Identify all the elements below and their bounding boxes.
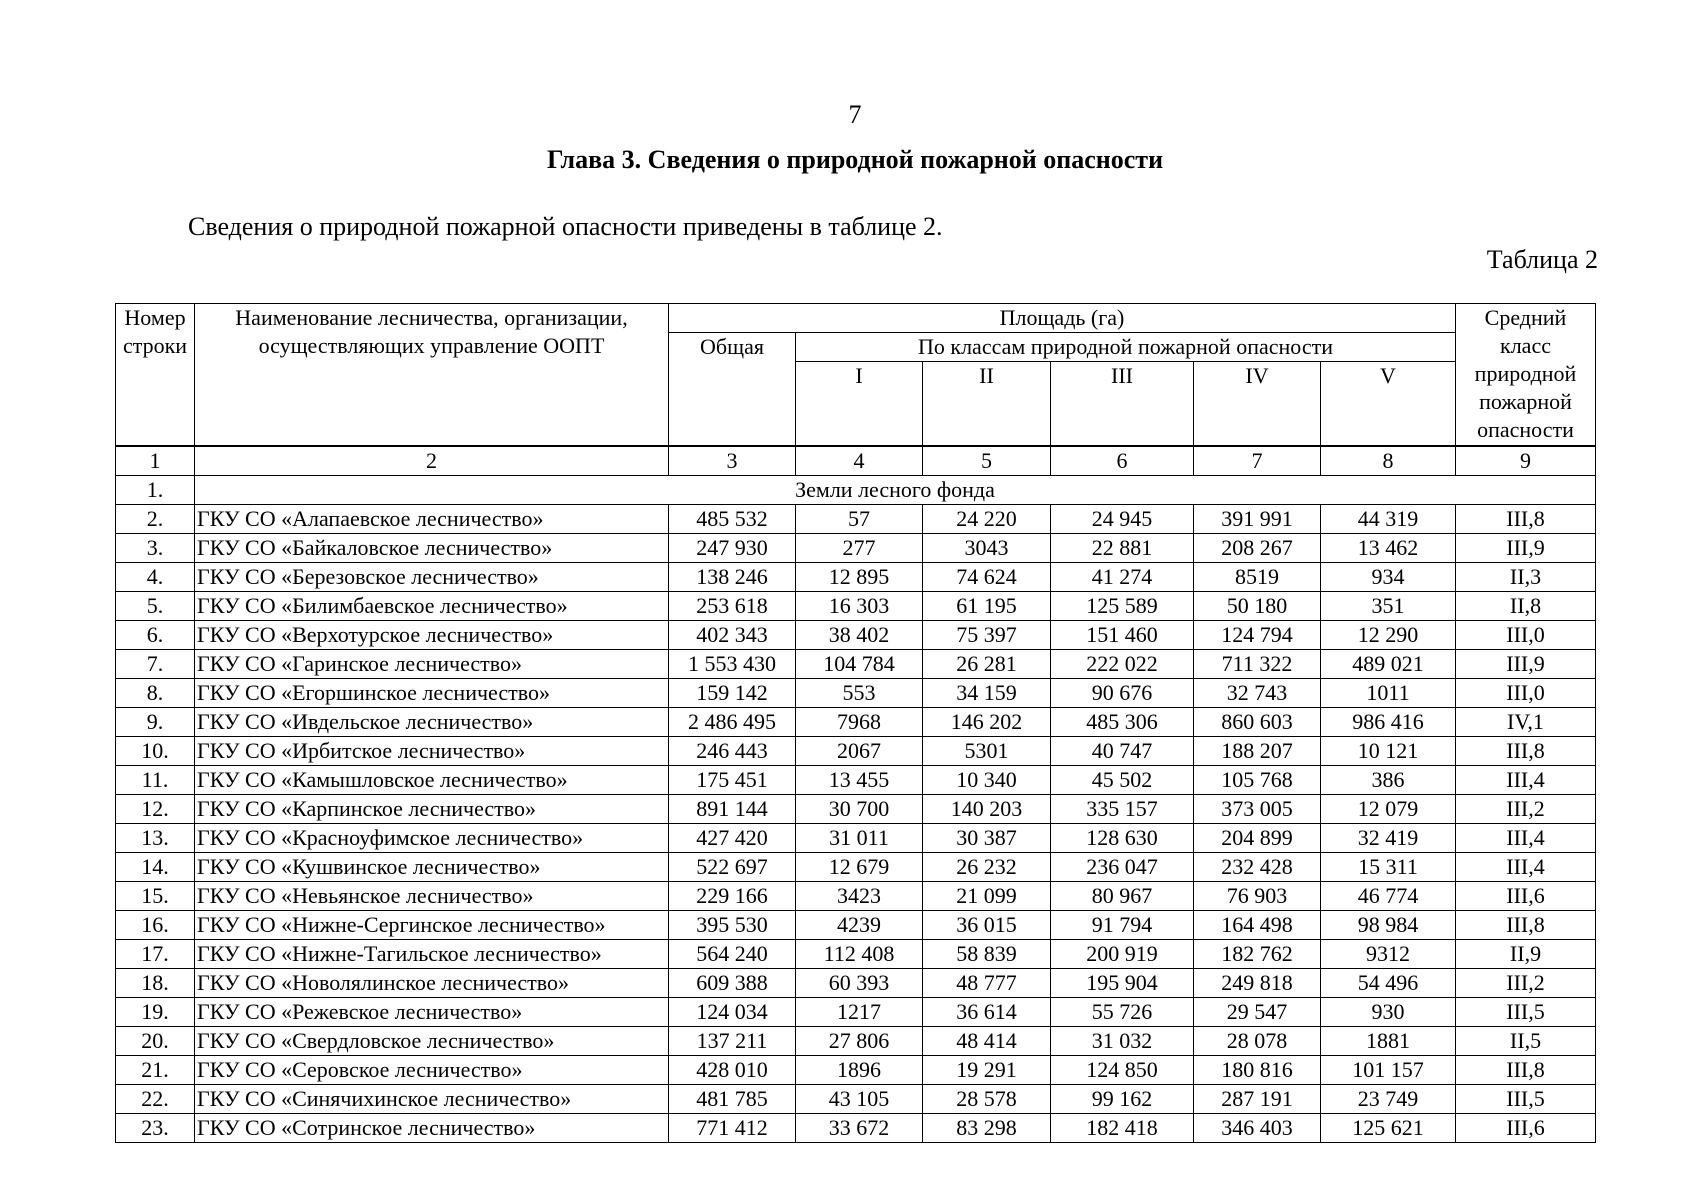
class-2-cell: 146 202 — [923, 707, 1051, 736]
table-row — [116, 968, 1596, 997]
total-area-cell: 891 144 — [669, 794, 796, 823]
class-5-cell: 101 157 — [1321, 1055, 1456, 1084]
class-5-cell: 15 311 — [1321, 852, 1456, 881]
row-number-cell: 15. — [116, 881, 195, 910]
row-number-cell: 6. — [116, 620, 195, 649]
column-number: 3 — [669, 446, 796, 476]
total-area-cell: 395 530 — [669, 910, 796, 939]
class-2-cell: 36 614 — [923, 997, 1051, 1026]
class-4-cell: 188 207 — [1194, 736, 1321, 765]
row-number-cell: 2. — [116, 504, 195, 533]
avg-class-cell: III,8 — [1456, 736, 1596, 765]
avg-class-cell: II,5 — [1456, 1026, 1596, 1055]
class-4-cell: 164 498 — [1194, 910, 1321, 939]
header-row-number — [116, 304, 195, 446]
header-row-number-text: Номер строки — [122, 305, 188, 358]
class-1-cell: 12 895 — [796, 562, 923, 591]
header-class-5: V — [1321, 362, 1456, 446]
class-1-cell: 30 700 — [796, 794, 923, 823]
row-number-cell: 11. — [116, 765, 195, 794]
table-row — [116, 562, 1596, 591]
column-number: 2 — [195, 446, 669, 476]
name-cell: ГКУ СО «Серовское лесничество» — [195, 1055, 669, 1084]
class-3-cell: 335 157 — [1051, 794, 1194, 823]
class-2-cell: 26 232 — [923, 852, 1051, 881]
table-row — [116, 504, 1596, 533]
row-number-cell: 12. — [116, 794, 195, 823]
row-number-cell: 3. — [116, 533, 195, 562]
class-1-cell: 27 806 — [796, 1026, 923, 1055]
total-area-cell: 771 412 — [669, 1113, 796, 1142]
class-1-cell: 43 105 — [796, 1084, 923, 1113]
row-number-cell: 23. — [116, 1113, 195, 1142]
header-class-3: III — [1051, 362, 1194, 446]
class-4-cell: 28 078 — [1194, 1026, 1321, 1055]
header-avg-class-text: Средний класс природной пожарной опасности — [1474, 305, 1577, 442]
name-cell: ГКУ СО «Камышловское лесничество» — [195, 765, 669, 794]
class-3-cell: 128 630 — [1051, 823, 1194, 852]
class-5-cell: 986 416 — [1321, 707, 1456, 736]
avg-class-cell: III,9 — [1456, 649, 1596, 678]
name-cell: ГКУ СО «Березовское лесничество» — [195, 562, 669, 591]
class-2-cell: 36 015 — [923, 910, 1051, 939]
table-row — [116, 1055, 1596, 1084]
class-5-cell: 44 319 — [1321, 504, 1456, 533]
class-2-cell: 48 777 — [923, 968, 1051, 997]
class-1-cell: 553 — [796, 678, 923, 707]
class-2-cell: 5301 — [923, 736, 1051, 765]
class-2-cell: 10 340 — [923, 765, 1051, 794]
class-2-cell: 21 099 — [923, 881, 1051, 910]
class-5-cell: 386 — [1321, 765, 1456, 794]
name-cell: ГКУ СО «Сотринское лесничество» — [195, 1113, 669, 1142]
total-area-cell: 402 343 — [669, 620, 796, 649]
column-number: 5 — [923, 446, 1051, 476]
class-5-cell: 32 419 — [1321, 823, 1456, 852]
class-5-cell: 46 774 — [1321, 881, 1456, 910]
class-4-cell: 180 816 — [1194, 1055, 1321, 1084]
class-2-cell: 74 624 — [923, 562, 1051, 591]
row-number-cell: 14. — [116, 852, 195, 881]
table-row — [116, 765, 1596, 794]
name-cell: ГКУ СО «Кушвинское лесничество» — [195, 852, 669, 881]
class-4-cell: 124 794 — [1194, 620, 1321, 649]
avg-class-cell: IV,1 — [1456, 707, 1596, 736]
class-4-cell: 105 768 — [1194, 765, 1321, 794]
row-number-cell: 20. — [116, 1026, 195, 1055]
row-number-cell: 9. — [116, 707, 195, 736]
class-4-cell: 711 322 — [1194, 649, 1321, 678]
name-cell: ГКУ СО «Карпинское лесничество» — [195, 794, 669, 823]
total-area-cell: 481 785 — [669, 1084, 796, 1113]
class-5-cell: 12 079 — [1321, 794, 1456, 823]
class-4-cell: 204 899 — [1194, 823, 1321, 852]
chapter-title: Глава 3. Сведения о природной пожарной опасности — [546, 145, 1164, 174]
class-4-cell: 76 903 — [1194, 881, 1321, 910]
row-number-cell: 19. — [116, 997, 195, 1026]
name-cell: ГКУ СО «Красноуфимское лесничество» — [195, 823, 669, 852]
class-1-cell: 60 393 — [796, 968, 923, 997]
class-4-cell: 373 005 — [1194, 794, 1321, 823]
class-3-cell: 90 676 — [1051, 678, 1194, 707]
class-4-cell: 29 547 — [1194, 997, 1321, 1026]
class-5-cell: 12 290 — [1321, 620, 1456, 649]
header-total-text: Общая — [700, 334, 764, 359]
name-cell: ГКУ СО «Синячихинское лесничество» — [195, 1084, 669, 1113]
row-number-cell: 4. — [116, 562, 195, 591]
header-name — [195, 304, 669, 446]
class-1-cell: 33 672 — [796, 1113, 923, 1142]
table-row — [116, 678, 1596, 707]
total-area-cell: 124 034 — [669, 997, 796, 1026]
class-3-cell: 40 747 — [1051, 736, 1194, 765]
class-4-cell: 32 743 — [1194, 678, 1321, 707]
row-number-cell: 5. — [116, 591, 195, 620]
header-area-text: Площадь (га) — [999, 305, 1125, 330]
class-3-cell: 200 919 — [1051, 939, 1194, 968]
total-area-cell: 485 532 — [669, 504, 796, 533]
class-2-cell: 61 195 — [923, 591, 1051, 620]
row-number-cell: 16. — [116, 910, 195, 939]
total-area-cell: 253 618 — [669, 591, 796, 620]
class-2-cell: 34 159 — [923, 678, 1051, 707]
class-3-cell: 99 162 — [1051, 1084, 1194, 1113]
name-cell: ГКУ СО «Билимбаевское лесничество» — [195, 591, 669, 620]
class-4-cell: 8519 — [1194, 562, 1321, 591]
class-2-cell: 19 291 — [923, 1055, 1051, 1084]
table-row — [116, 736, 1596, 765]
section-row — [116, 475, 1596, 504]
avg-class-cell: III,8 — [1456, 910, 1596, 939]
row-number-cell: 17. — [116, 939, 195, 968]
class-4-cell: 391 991 — [1194, 504, 1321, 533]
class-5-cell: 934 — [1321, 562, 1456, 591]
class-4-cell: 232 428 — [1194, 852, 1321, 881]
row-number-cell: 10. — [116, 736, 195, 765]
class-5-cell: 125 621 — [1321, 1113, 1456, 1142]
class-3-cell: 31 032 — [1051, 1026, 1194, 1055]
avg-class-cell: II,8 — [1456, 591, 1596, 620]
class-3-cell: 195 904 — [1051, 968, 1194, 997]
row-number-cell: 8. — [116, 678, 195, 707]
table-row — [116, 794, 1596, 823]
class-3-cell: 45 502 — [1051, 765, 1194, 794]
class-5-cell: 489 021 — [1321, 649, 1456, 678]
class-5-cell: 930 — [1321, 997, 1456, 1026]
name-cell: ГКУ СО «Гаринское лесничество» — [195, 649, 669, 678]
table-label: Таблица 2 — [1486, 245, 1598, 274]
total-area-cell: 522 697 — [669, 852, 796, 881]
total-area-cell: 609 388 — [669, 968, 796, 997]
column-number: 7 — [1194, 446, 1321, 476]
class-4-cell: 346 403 — [1194, 1113, 1321, 1142]
name-cell: ГКУ СО «Режевское лесничество» — [195, 997, 669, 1026]
class-3-cell: 125 589 — [1051, 591, 1194, 620]
name-cell: ГКУ СО «Байкаловское лесничество» — [195, 533, 669, 562]
class-3-cell: 91 794 — [1051, 910, 1194, 939]
column-number: 4 — [796, 446, 923, 476]
column-number: 8 — [1321, 446, 1456, 476]
avg-class-cell: III,8 — [1456, 504, 1596, 533]
row-number-cell: 7. — [116, 649, 195, 678]
class-3-cell: 41 274 — [1051, 562, 1194, 591]
table-row — [116, 997, 1596, 1026]
header-by-class — [796, 333, 1456, 362]
row-number-cell: 21. — [116, 1055, 195, 1084]
avg-class-cell: III,5 — [1456, 997, 1596, 1026]
table-row — [116, 881, 1596, 910]
class-5-cell: 351 — [1321, 591, 1456, 620]
table-row — [116, 649, 1596, 678]
section-row-number: 1. — [116, 475, 195, 504]
intro-paragraph: Сведения о природной пожарной опасности приведены в таблице 2. — [188, 212, 943, 241]
name-cell: ГКУ СО «Верхотурское лесничество» — [195, 620, 669, 649]
avg-class-cell: III,8 — [1456, 1055, 1596, 1084]
class-3-cell: 22 881 — [1051, 533, 1194, 562]
total-area-cell: 2 486 495 — [669, 707, 796, 736]
avg-class-cell: III,9 — [1456, 533, 1596, 562]
table-row — [116, 852, 1596, 881]
avg-class-cell: III,0 — [1456, 620, 1596, 649]
total-area-cell: 175 451 — [669, 765, 796, 794]
total-area-cell: 137 211 — [669, 1026, 796, 1055]
class-2-cell: 48 414 — [923, 1026, 1051, 1055]
total-area-cell: 138 246 — [669, 562, 796, 591]
header-area — [669, 304, 1456, 333]
class-2-cell: 3043 — [923, 533, 1051, 562]
class-3-cell: 236 047 — [1051, 852, 1194, 881]
table-row — [116, 910, 1596, 939]
class-5-cell: 1881 — [1321, 1026, 1456, 1055]
header-by-class-text: По классам природной пожарной опасности — [918, 334, 1333, 359]
name-cell: ГКУ СО «Егоршинское лесничество» — [195, 678, 669, 707]
table-row — [116, 823, 1596, 852]
table-row — [116, 1084, 1596, 1113]
table-body — [116, 475, 1596, 1142]
avg-class-cell: III,2 — [1456, 968, 1596, 997]
avg-class-cell: II,9 — [1456, 939, 1596, 968]
class-5-cell: 98 984 — [1321, 910, 1456, 939]
header-avg-class — [1456, 304, 1596, 446]
table-row — [116, 533, 1596, 562]
column-number: 1 — [116, 446, 195, 476]
class-4-cell: 860 603 — [1194, 707, 1321, 736]
class-1-cell: 4239 — [796, 910, 923, 939]
table-header — [116, 304, 1596, 476]
total-area-cell: 159 142 — [669, 678, 796, 707]
class-4-cell: 50 180 — [1194, 591, 1321, 620]
avg-class-cell: III,6 — [1456, 881, 1596, 910]
class-4-cell: 182 762 — [1194, 939, 1321, 968]
class-1-cell: 112 408 — [796, 939, 923, 968]
class-2-cell: 140 203 — [923, 794, 1051, 823]
class-4-cell: 249 818 — [1194, 968, 1321, 997]
header-class-1: I — [796, 362, 923, 446]
total-area-cell: 247 930 — [669, 533, 796, 562]
class-3-cell: 182 418 — [1051, 1113, 1194, 1142]
total-area-cell: 427 420 — [669, 823, 796, 852]
class-2-cell: 58 839 — [923, 939, 1051, 968]
column-number-row — [116, 446, 1596, 476]
class-2-cell: 24 220 — [923, 504, 1051, 533]
class-3-cell: 222 022 — [1051, 649, 1194, 678]
class-3-cell: 151 460 — [1051, 620, 1194, 649]
class-1-cell: 57 — [796, 504, 923, 533]
table-row — [116, 1113, 1596, 1142]
avg-class-cell: III,4 — [1456, 823, 1596, 852]
total-area-cell: 564 240 — [669, 939, 796, 968]
class-5-cell: 54 496 — [1321, 968, 1456, 997]
header-name-text: Наименование лесничества, организации, осуществляющих управление ООПТ — [235, 305, 628, 358]
header-total — [669, 333, 796, 446]
name-cell: ГКУ СО «Ивдельское лесничество» — [195, 707, 669, 736]
class-3-cell: 24 945 — [1051, 504, 1194, 533]
avg-class-cell: III,2 — [1456, 794, 1596, 823]
total-area-cell: 1 553 430 — [669, 649, 796, 678]
class-1-cell: 13 455 — [796, 765, 923, 794]
row-number-cell: 22. — [116, 1084, 195, 1113]
column-number: 6 — [1051, 446, 1194, 476]
class-2-cell: 26 281 — [923, 649, 1051, 678]
class-1-cell: 1896 — [796, 1055, 923, 1084]
class-1-cell: 2067 — [796, 736, 923, 765]
table-row — [116, 1026, 1596, 1055]
class-3-cell: 55 726 — [1051, 997, 1194, 1026]
class-1-cell: 16 303 — [796, 591, 923, 620]
class-1-cell: 104 784 — [796, 649, 923, 678]
name-cell: ГКУ СО «Нижне-Сергинское лесничество» — [195, 910, 669, 939]
row-number-cell: 18. — [116, 968, 195, 997]
name-cell: ГКУ СО «Новолялинское лесничество» — [195, 968, 669, 997]
total-area-cell: 229 166 — [669, 881, 796, 910]
section-row-label: Земли лесного фонда — [195, 475, 1596, 504]
avg-class-cell: III,0 — [1456, 678, 1596, 707]
avg-class-cell: II,3 — [1456, 562, 1596, 591]
table-row — [116, 939, 1596, 968]
page-number: 7 — [848, 100, 862, 129]
header-class-4: IV — [1194, 362, 1321, 446]
class-2-cell: 75 397 — [923, 620, 1051, 649]
class-5-cell: 9312 — [1321, 939, 1456, 968]
avg-class-cell: III,4 — [1456, 765, 1596, 794]
row-number-cell: 13. — [116, 823, 195, 852]
class-1-cell: 1217 — [796, 997, 923, 1026]
table-row — [116, 620, 1596, 649]
class-3-cell: 124 850 — [1051, 1055, 1194, 1084]
table-row — [116, 591, 1596, 620]
class-1-cell: 31 011 — [796, 823, 923, 852]
class-4-cell: 287 191 — [1194, 1084, 1321, 1113]
total-area-cell: 246 443 — [669, 736, 796, 765]
name-cell: ГКУ СО «Алапаевское лесничество» — [195, 504, 669, 533]
class-2-cell: 30 387 — [923, 823, 1051, 852]
name-cell: ГКУ СО «Ирбитское лесничество» — [195, 736, 669, 765]
avg-class-cell: III,5 — [1456, 1084, 1596, 1113]
class-5-cell: 1011 — [1321, 678, 1456, 707]
class-5-cell: 23 749 — [1321, 1084, 1456, 1113]
name-cell: ГКУ СО «Нижне-Тагильское лесничество» — [195, 939, 669, 968]
header-class-2: II — [923, 362, 1051, 446]
avg-class-cell: III,4 — [1456, 852, 1596, 881]
class-4-cell: 208 267 — [1194, 533, 1321, 562]
class-3-cell: 80 967 — [1051, 881, 1194, 910]
table-row — [116, 707, 1596, 736]
class-1-cell: 277 — [796, 533, 923, 562]
class-5-cell: 13 462 — [1321, 533, 1456, 562]
class-3-cell: 485 306 — [1051, 707, 1194, 736]
avg-class-cell: III,6 — [1456, 1113, 1596, 1142]
class-5-cell: 10 121 — [1321, 736, 1456, 765]
name-cell: ГКУ СО «Свердловское лесничество» — [195, 1026, 669, 1055]
class-1-cell: 3423 — [796, 881, 923, 910]
class-1-cell: 12 679 — [796, 852, 923, 881]
class-2-cell: 28 578 — [923, 1084, 1051, 1113]
class-1-cell: 7968 — [796, 707, 923, 736]
total-area-cell: 428 010 — [669, 1055, 796, 1084]
class-1-cell: 38 402 — [796, 620, 923, 649]
name-cell: ГКУ СО «Невьянское лесничество» — [195, 881, 669, 910]
fire-danger-table — [115, 303, 1596, 1143]
column-number: 9 — [1456, 446, 1596, 476]
class-2-cell: 83 298 — [923, 1113, 1051, 1142]
